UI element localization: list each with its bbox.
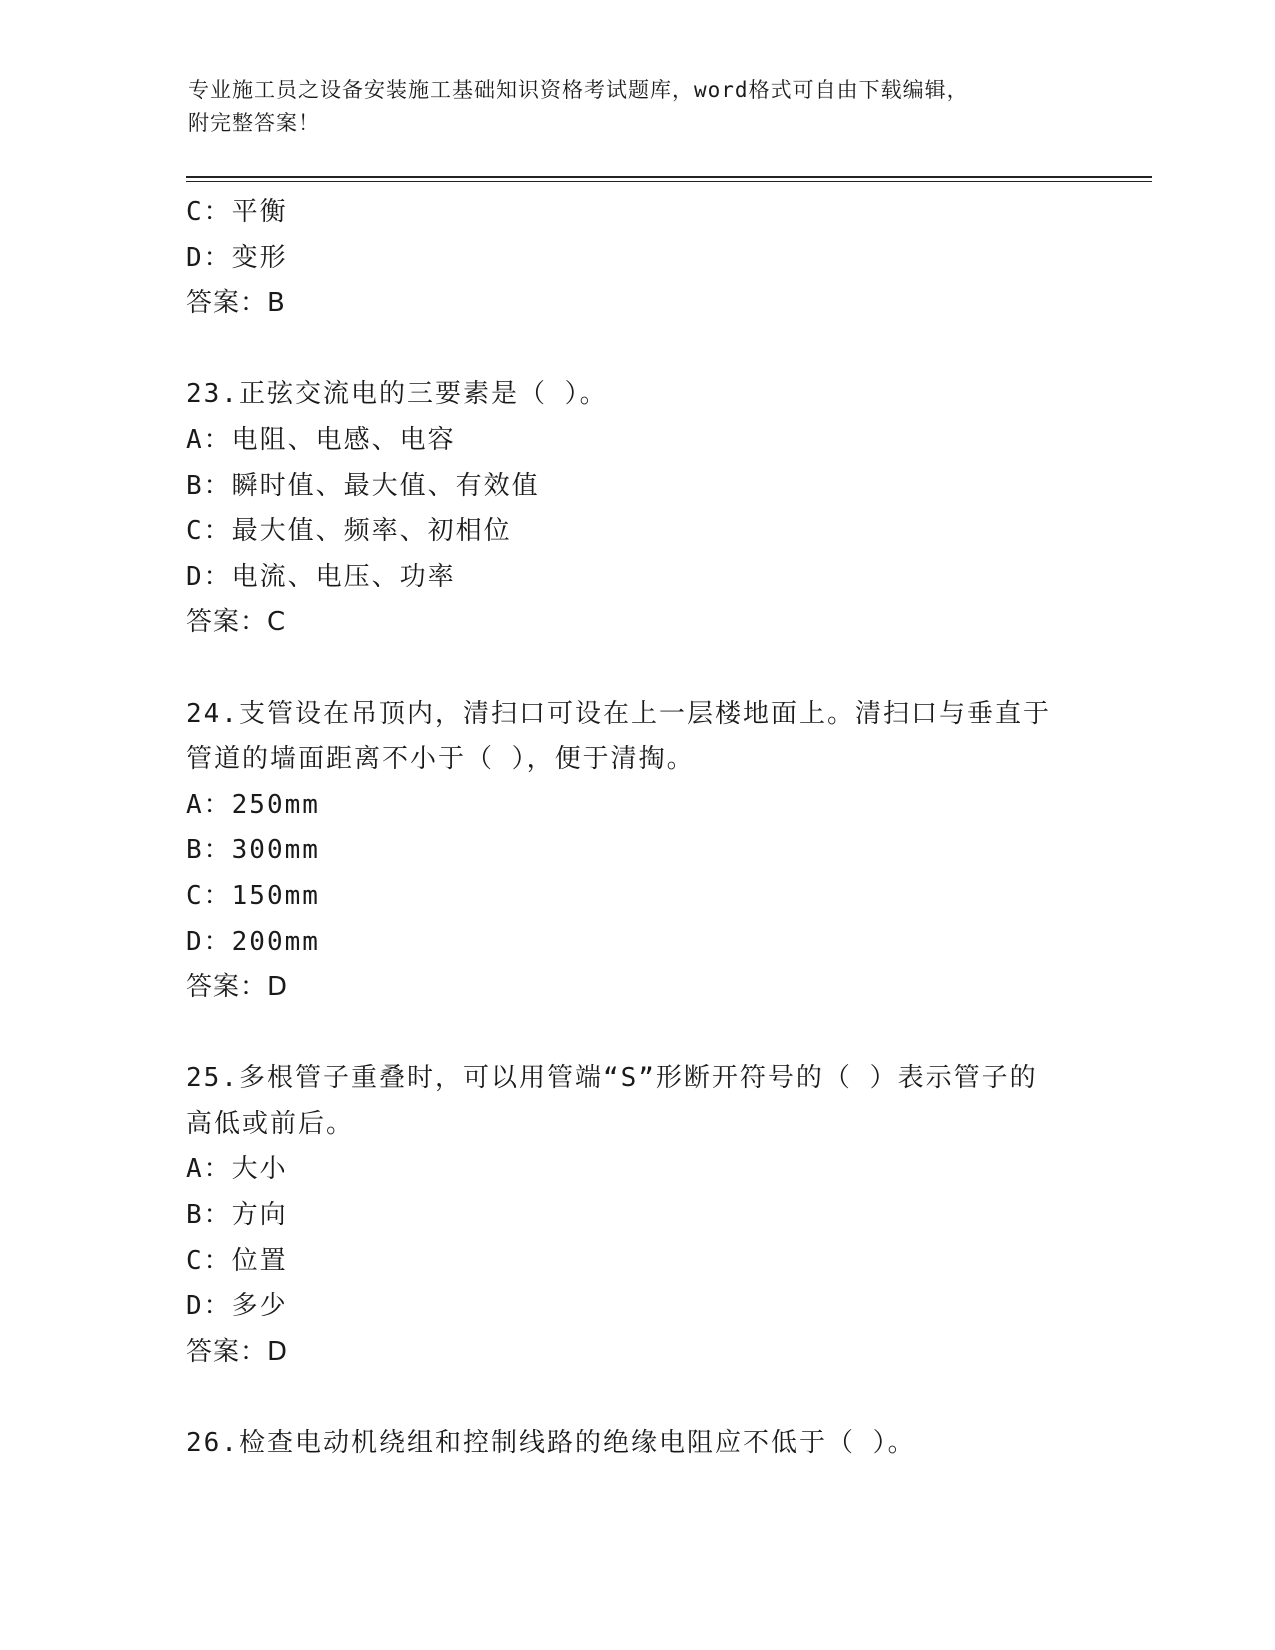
question-22-tail bbox=[186, 190, 1086, 327]
question-list bbox=[186, 190, 1086, 1467]
option-b bbox=[186, 1193, 1086, 1239]
option-text: 最大值、频率、初相位 bbox=[231, 516, 512, 547]
option-d bbox=[186, 236, 1086, 282]
option-text: 平衡 bbox=[231, 197, 288, 227]
option-c bbox=[186, 509, 1086, 555]
option-text: 大小 bbox=[231, 1154, 288, 1185]
option-letter: C： bbox=[186, 1245, 232, 1276]
option-letter: A： bbox=[186, 789, 232, 820]
option-letter: C： bbox=[186, 880, 232, 911]
header-line-1: 专业施工员之设备安装施工基础知识资格考试题库，word格式可自由下载编辑， bbox=[188, 78, 969, 102]
option-a bbox=[186, 418, 1086, 464]
option-c bbox=[186, 190, 1086, 236]
header-divider-thick bbox=[186, 176, 1152, 178]
option-letter: D： bbox=[186, 561, 232, 592]
question-24 bbox=[186, 692, 1086, 1011]
option-letter: A： bbox=[186, 1154, 232, 1185]
header-divider-thin bbox=[186, 181, 1152, 182]
option-letter: A： bbox=[186, 424, 232, 455]
option-c bbox=[186, 1239, 1086, 1285]
question-stem-line: 25.多根管子重叠时，可以用管端“S”形断开符号的（ ）表示管子的 bbox=[186, 1063, 1038, 1094]
option-text: 瞬时值、最大值、有效值 bbox=[231, 470, 540, 501]
option-text: 200mm bbox=[231, 926, 320, 957]
option-a bbox=[186, 1147, 1086, 1193]
option-a bbox=[186, 783, 1086, 829]
option-text: 位置 bbox=[231, 1245, 288, 1276]
option-letter: D： bbox=[186, 242, 232, 273]
answer-line: 答案：C bbox=[186, 607, 287, 638]
spacer bbox=[186, 327, 1086, 373]
header-line-2: 附完整答案！ bbox=[188, 111, 320, 135]
option-b bbox=[186, 828, 1086, 874]
option-c bbox=[186, 874, 1086, 920]
option-letter: C： bbox=[186, 197, 232, 227]
option-b bbox=[186, 464, 1086, 510]
answer-line: 答案：B bbox=[186, 288, 286, 319]
option-text: 变形 bbox=[231, 242, 288, 273]
option-d bbox=[186, 555, 1086, 601]
question-23 bbox=[186, 372, 1086, 646]
question-stem-line: 26.检查电动机绕组和控制线路的绝缘电阻应不低于（ ）。 bbox=[186, 1428, 916, 1459]
option-text: 300mm bbox=[231, 835, 320, 866]
question-stem bbox=[186, 692, 1086, 783]
option-letter: B： bbox=[186, 835, 232, 866]
question-25 bbox=[186, 1056, 1086, 1375]
question-stem-line: 管道的墙面距离不小于（ ），便于清掏。 bbox=[186, 744, 695, 775]
question-stem bbox=[186, 372, 1086, 418]
answer-line: 答案：D bbox=[186, 972, 289, 1003]
option-letter: B： bbox=[186, 470, 232, 501]
option-letter: D： bbox=[186, 1291, 232, 1322]
option-text: 方向 bbox=[231, 1200, 288, 1231]
document-header bbox=[188, 74, 1088, 140]
option-d bbox=[186, 920, 1086, 966]
answer-line: 答案：D bbox=[186, 1336, 289, 1367]
option-letter: C： bbox=[186, 516, 232, 547]
question-stem-line: 高低或前后。 bbox=[186, 1108, 355, 1139]
question-stem-line: 24.支管设在吊顶内，清扫口可设在上一层楼地面上。清扫口与垂直于 bbox=[186, 698, 1051, 729]
question-stem bbox=[186, 1421, 1086, 1467]
option-text: 150mm bbox=[231, 880, 320, 911]
option-letter: B： bbox=[186, 1200, 232, 1231]
spacer bbox=[186, 1011, 1086, 1057]
option-letter: D： bbox=[186, 926, 232, 957]
option-text: 电流、电压、功率 bbox=[231, 561, 456, 592]
option-text: 多少 bbox=[231, 1291, 288, 1322]
question-stem bbox=[186, 1056, 1086, 1147]
spacer bbox=[186, 646, 1086, 692]
option-text: 电阻、电感、电容 bbox=[231, 424, 456, 455]
question-26 bbox=[186, 1421, 1086, 1467]
spacer bbox=[186, 1375, 1086, 1421]
option-text: 250mm bbox=[231, 789, 320, 820]
question-stem-line: 23.正弦交流电的三要素是（ ）。 bbox=[186, 379, 608, 410]
option-d bbox=[186, 1284, 1086, 1330]
